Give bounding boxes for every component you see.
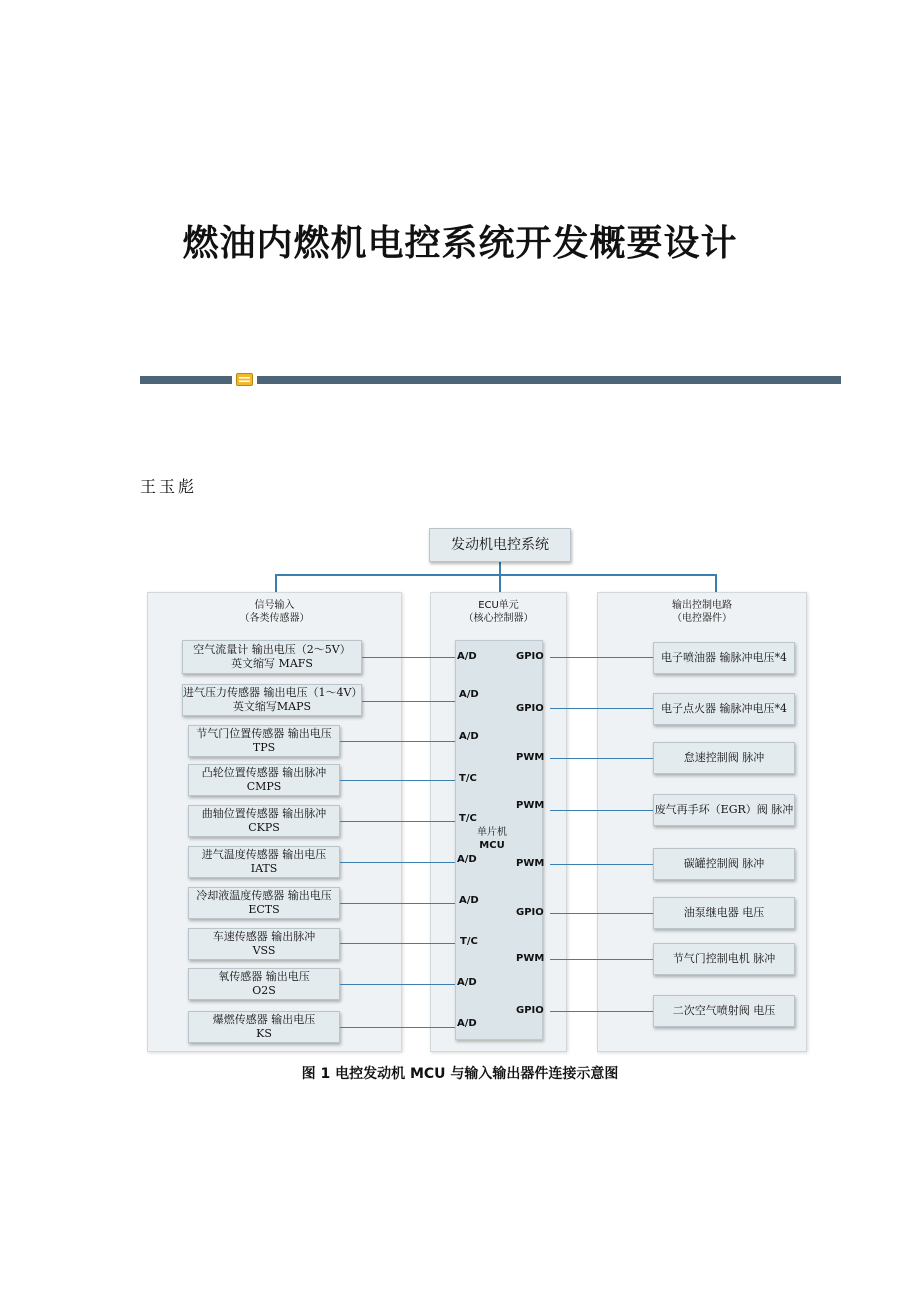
sensor-name: 节气门位置传感器 输出电压 [196,727,332,740]
mcu-label-cn: 单片机 [477,827,507,838]
connector-top-bar [275,574,717,576]
input-sensor-ks [188,1011,340,1043]
device-name: 油泵继电器 电压 [683,906,765,919]
output-link [550,1011,653,1012]
sensor-name: 进气压力传感器 输出电压（1～4V） [183,686,363,699]
output-device-canister-valve [653,848,795,880]
mcu-label [470,826,514,852]
sensor-name: 曲轴位置传感器 输出脉冲 [201,807,327,820]
sensor-name: 冷却液温度传感器 输出电压 [196,889,332,902]
input-sensor-o2s [188,968,340,1000]
pin-gpio: GPIO [516,907,544,918]
input-sensor-ckps [188,805,340,837]
connector-left-drop [275,574,277,592]
input-sensor-maps [182,684,362,716]
input-sensor-vss [188,928,340,960]
input-panel-subtitle: （各类传感器） [239,613,310,624]
input-link [362,657,455,658]
input-link [362,701,455,702]
pin-ad: A/D [459,731,479,742]
input-panel-title: 信号输入 [254,600,295,611]
pin-tc: T/C [459,773,477,784]
device-name: 电子点火器 输脉冲电压*4 [661,702,787,715]
divider-left [140,376,232,384]
output-link [550,657,653,658]
pin-pwm: PWM [516,752,545,763]
input-link [340,1027,455,1028]
figure-caption: 图 1 电控发动机 MCU 与输入输出器件连接示意图 [301,1066,619,1082]
pin-ad: A/D [459,689,479,700]
output-link [550,758,653,759]
connector-right-drop [715,574,717,592]
output-link [550,864,653,865]
output-panel-subtitle: （电控器件） [672,613,732,624]
sensor-abbr: KS [256,1027,272,1040]
pin-tc: T/C [460,936,478,947]
output-link [550,810,653,811]
device-name: 碳罐控制阀 脉冲 [683,857,765,870]
input-link [340,984,455,985]
pin-ad: A/D [457,854,477,865]
sensor-abbr: O2S [252,984,276,997]
output-device-idle-valve [653,742,795,774]
ecu-panel-title: ECU单元 [478,600,519,611]
document-title: 燃油内燃机电控系统开发概要设计 [182,222,738,264]
divider-right [257,376,841,384]
ecu-panel-subtitle: （核心控制器） [463,613,534,624]
pin-ad: A/D [457,651,477,662]
device-name: 电子喷油器 输脉冲电压*4 [661,651,787,664]
pin-gpio: GPIO [516,1005,544,1016]
input-link [340,821,455,822]
output-device-egr-valve [653,794,795,826]
connector-center-drop [499,574,501,592]
pin-pwm: PWM [516,953,545,964]
pin-ad: A/D [459,895,479,906]
output-device-air-injection-valve [653,995,795,1027]
input-link [340,903,455,904]
sensor-abbr: ECTS [248,903,280,916]
sensor-abbr: TPS [252,741,276,754]
input-sensor-cmps [188,764,340,796]
device-name: 废气再手环（EGR）阀 脉冲 [654,803,794,816]
sensor-abbr: CMPS [246,780,282,793]
output-device-pump-relay [653,897,795,929]
device-name: 二次空气喷射阀 电压 [672,1004,776,1017]
input-sensor-ects [188,887,340,919]
input-link [340,741,455,742]
mcu-label-en: MCU [479,840,505,851]
sensor-name: 进气温度传感器 输出电压 [201,848,327,861]
sensor-abbr: 英文缩写MAPS [232,700,312,713]
sensor-name: 凸轮位置传感器 输出脉冲 [201,766,327,779]
sensor-name: 车速传感器 输出脉冲 [212,930,316,943]
output-device-igniter [653,693,795,725]
sensor-abbr: IATS [250,862,278,875]
pin-ad: A/D [457,977,477,988]
sensor-abbr: VSS [252,944,276,957]
system-diagram [140,520,840,1070]
author-name: 王玉彪 [140,477,198,496]
document-icon [236,373,253,386]
output-link [550,708,653,709]
output-link [550,959,653,960]
pin-pwm: PWM [516,800,545,811]
sensor-name: 爆燃传感器 输出电压 [212,1013,316,1026]
output-link [550,913,653,914]
input-sensor-iats [188,846,340,878]
pin-gpio: GPIO [516,703,544,714]
input-sensor-tps [188,725,340,757]
input-link [340,780,455,781]
device-name: 怠速控制阀 脉冲 [683,751,765,764]
sensor-abbr: 英文缩写 MAFS [231,657,313,670]
top-system-box [429,528,571,562]
input-link [340,943,455,944]
pin-ad: A/D [457,1018,477,1029]
sensor-abbr: CKPS [248,821,280,834]
output-panel-title: 输出控制电路 [672,600,732,611]
input-sensor-mafs [182,640,362,674]
input-link [340,862,455,863]
top-system-label: 发动机电控系统 [451,537,549,553]
pin-pwm: PWM [516,858,545,869]
device-name: 节气门控制电机 脉冲 [672,952,776,965]
sensor-name: 氧传感器 输出电压 [218,970,310,983]
output-device-throttle-motor [653,943,795,975]
output-device-injector [653,642,795,674]
pin-tc: T/C [459,813,477,824]
pin-gpio: GPIO [516,651,544,662]
sensor-name: 空气流量计 输出电压（2～5V） [193,643,351,656]
